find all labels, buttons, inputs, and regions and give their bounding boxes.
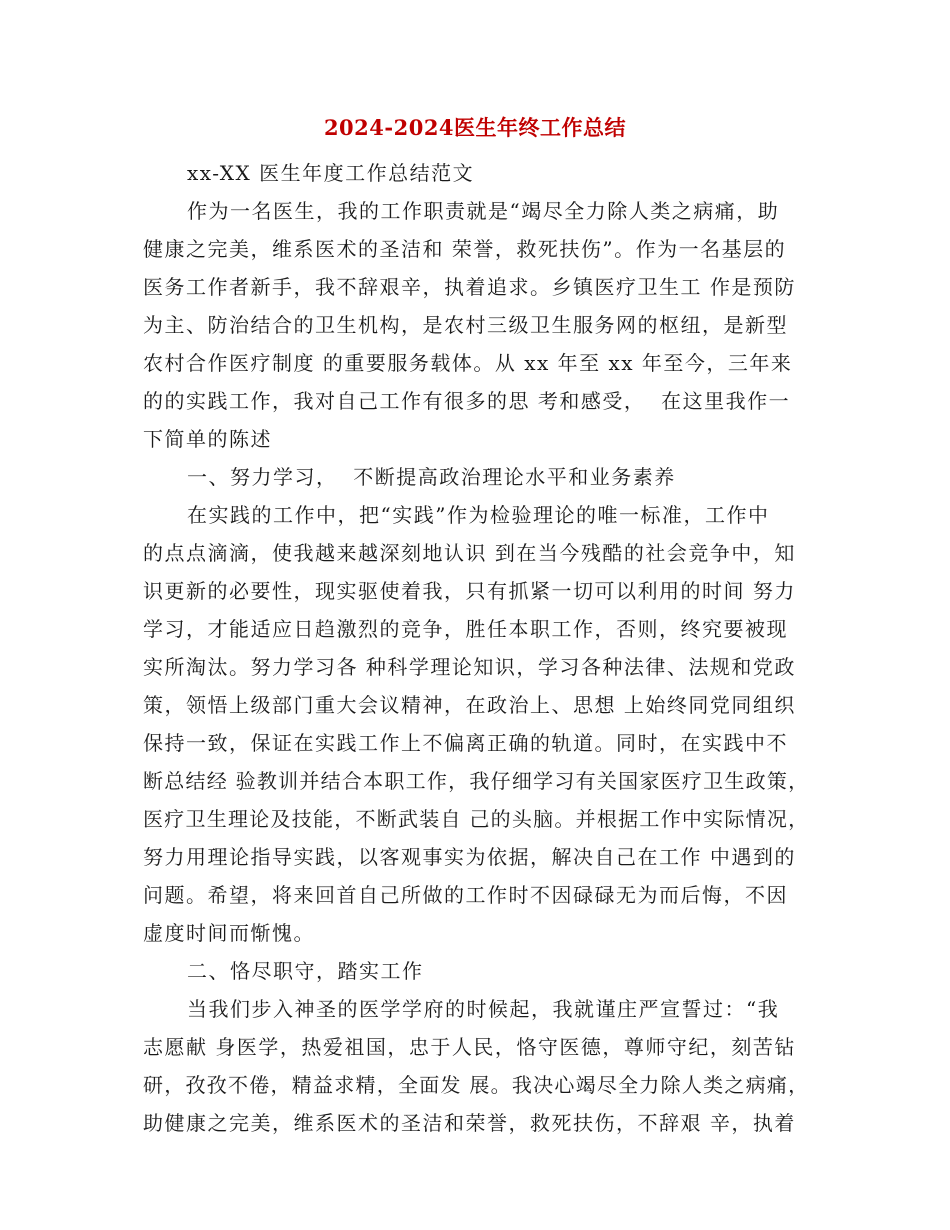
paragraph-line: 农村合作医疗制度 的重要服务载体。从 xx 年至 xx 年至今，三年来 <box>143 351 793 375</box>
paragraph-line: 作为一名医生，我的工作职责就是“竭尽全力除人类之病痛，助 <box>187 199 780 223</box>
paragraph-line: 识更新的必要性，现实驱使着我，只有抓紧一切可以利用的时间 努力 <box>143 579 796 603</box>
paragraph-line: 问题。希望，将来回首自己所做的工作时不因碌碌无为而后悔，不因 <box>143 883 788 907</box>
paragraph-line: 医务工作者新手，我不辞艰辛，执着追求。乡镇医疗卫生工 作是预防 <box>143 275 796 299</box>
section-heading: 二、恪尽职守，踏实工作 <box>187 959 424 983</box>
paragraph-line: 健康之完美，维系医术的圣洁和 荣誉，救死扶伤”。作为一名基层的 <box>143 237 787 261</box>
paragraph-line: 助健康之完美，维系医术的圣洁和荣誉，救死扶伤，不辞艰 辛，执着 <box>143 1111 796 1135</box>
paragraph-line: 断总结经 验教训并结合本职工作，我仔细学习有关国家医疗卫生政策， <box>143 769 810 793</box>
document-title: 2024-2024医生年终工作总结 <box>323 115 627 140</box>
paragraph-line: 在实践的工作中，把“实践”作为检验理论的唯一标准，工作中 <box>187 503 770 527</box>
subtitle-line: xx-XX 医生年度工作总结范文 <box>187 161 475 185</box>
paragraph-line: 保持一致，保证在实践工作上不偏离正确的轨道。同时，在实践中不 <box>143 731 788 755</box>
paragraph-line: 努力用理论指导实践，以客观事实为依据，解决自己在工作 中遇到的 <box>143 845 796 869</box>
paragraph-line: 研，孜孜不倦，精益求精，全面发 展。我决心竭尽全力除人类之病痛， <box>143 1073 810 1097</box>
paragraph-line: 医疗卫生理论及技能，不断武装自 己的头脑。并根据工作中实际情况， <box>143 807 810 831</box>
paragraph-line: 为主、防治结合的卫生机构，是农村三级卫生服务网的枢纽，是新型 <box>143 313 788 337</box>
paragraph-line: 当我们步入神圣的医学学府的时候起，我就谨庄严宣誓过：“我 <box>187 997 780 1021</box>
paragraph-line: 的的实践工作，我对自己工作有很多的思 考和感受， 在这里我作一 <box>143 389 791 413</box>
paragraph-line: 的点点滴滴，使我越来越深刻地认识 到在当今残酷的社会竞争中，知 <box>143 541 796 565</box>
section-heading: 一、努力学习， 不断提高政治理论水平和业务素养 <box>187 465 676 489</box>
paragraph-line: 策，领悟上级部门重大会议精神，在政治上、思想 上始终同党同组织 <box>143 693 796 717</box>
paragraph-line: 虚度时间而惭愧。 <box>143 921 315 945</box>
paragraph-line: 志愿献 身医学，热爱祖国，忠于人民，恪守医德，尊师守纪，刻苦钻 <box>143 1035 796 1059</box>
paragraph-line: 实所淘汰。努力学习各 种科学理论知识，学习各种法律、法规和党政 <box>143 655 796 679</box>
paragraph-line: 下简单的陈述 <box>143 427 272 451</box>
paragraph-line: 学习，才能适应日趋激烈的竞争，胜任本职工作，否则，终究要被现 <box>143 617 788 641</box>
